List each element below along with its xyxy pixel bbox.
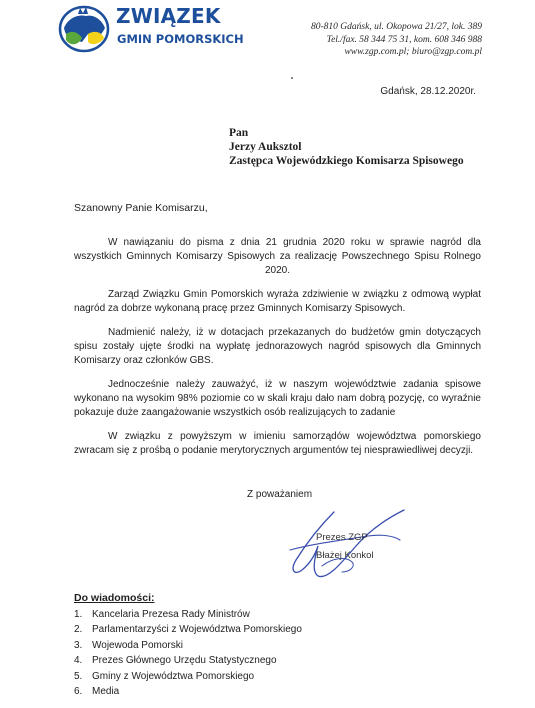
letter-date: Gdańsk, 28.12.2020r. [380,86,476,97]
signatory-name: Błażej Konkol [316,550,374,561]
cc-item: 3. Wojewoda Pomorski [74,639,183,651]
body-paragraph-2: Zarząd Związku Gmin Pomorskich wyraża zdziwienie w związku z odmową wypłat nagród za dobrze wykonaną pracę przez Gminnych Komisarzy Spisowych. [74,289,481,314]
cc-heading: Do wiadomości: [74,592,155,604]
logo-mark [58,4,110,54]
contact-block [311,21,482,59]
cc-list [74,607,302,699]
letter-body [74,236,481,468]
recipient-block [229,126,464,168]
body-paragraph-3: Nadmienić należy, iż w dotacjach przekazanych do budżetów gmin dotyczących spisu zostały ujęte środki na wypłatę jednorazowych nagród spisowych dla Gminnych Komisarzy oraz członków GBS. [74,327,481,366]
logo-subtitle: GMIN POMORSKICH [117,32,244,46]
cc-item: 2. Parlamentarzyści z Województwa Pomorskiego [74,624,302,636]
closing: Z poważaniem [247,489,313,500]
cc-item: 1. Kancelaria Prezesa Rady Ministrów [74,609,250,620]
body-paragraph-5: W związku z powyższym w imieniu samorządów województwa pomorskiego zwracam się z prośbą o podanie merytorycznych argumentów tej niesprawiedliwej decyzji. [74,431,481,456]
recipient-name: Jerzy Auksztol [229,141,302,153]
recipient-title: Zastępca Wojewódzkiego Komisarza Spisowego [229,155,464,167]
body-paragraph-1: W nawiązaniu do pisma z dnia 21 grudnia 2020 roku w sprawie nagród dla wszystkich Gminnych Komisarzy Spisowych za realizację Powszechnego Spisu Rolnego 2020. [74,237,481,276]
griffin-logo-icon [58,4,110,54]
handwritten-signature [272,506,412,586]
address-line: 80-810 Gdańsk, ul. Okopowa 21/27, lok. 389 [311,22,482,32]
web-line: www.zgp.com.pl; biuro@zgp.com.pl [344,47,482,57]
stray-dot [291,77,293,79]
salutation: Szanowny Panie Komisarzu, [74,202,208,214]
signatory-title: Prezes ZGP [316,532,368,543]
cc-item: 5. Gminy z Województwa Pomorskiego [74,670,255,682]
recipient-line-1: Pan [229,127,249,139]
cc-item: 6. Media [74,686,120,698]
cc-item: 4. Prezes Głównego Urzędu Statystycznego [74,655,277,667]
body-paragraph-4: Jednocześnie należy zauważyć, iż w naszym województwie zadania spisowe wykonano na wysokim 98% poziomie co w skali kraju dało nam dobrą pozycję, co wyraźnie pokazuje duże zaangażowanie wszystkich osób realizujących to zadanie [74,379,481,418]
logo-title: ZWIĄZEK [116,4,221,28]
phone-line: Tel./fax. 58 344 75 31, kom. 608 346 988 [326,34,482,45]
